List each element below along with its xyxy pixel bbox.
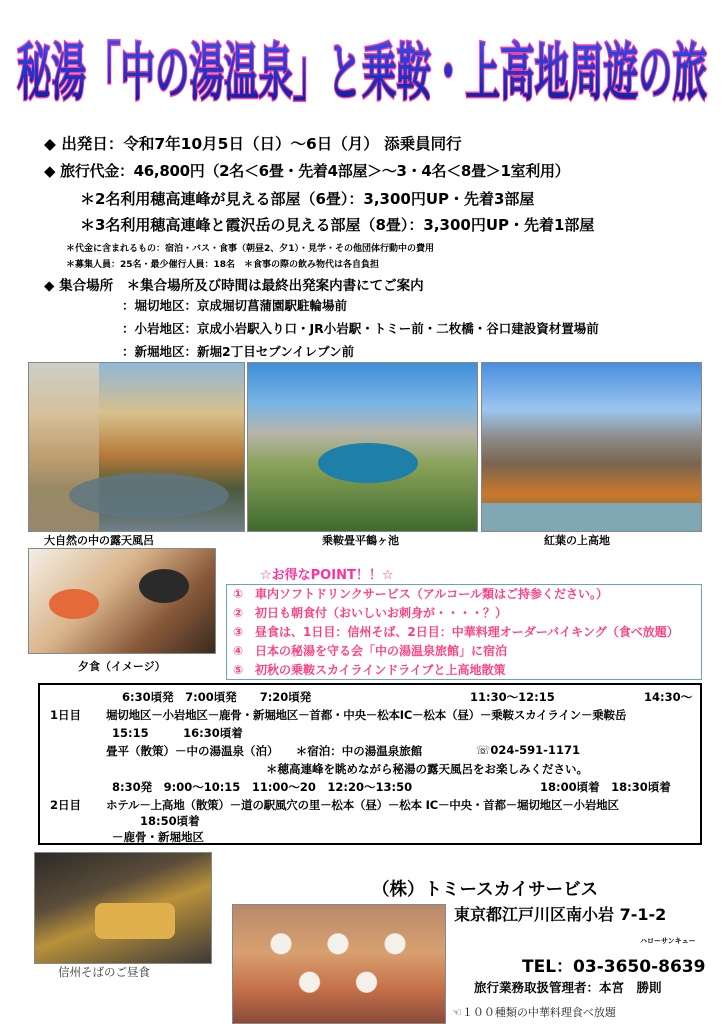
dinner-photo xyxy=(28,548,216,654)
price-line: ◆ 旅行代金：46,800円（2名＜6畳・先着4部屋＞～3・4名＜8畳＞1室利用） xyxy=(44,162,570,180)
day1-route-2: 畳平（散策）－中の湯温泉（泊） ＊宿泊：中の湯温泉旅館 xyxy=(106,744,423,758)
day1-times-arrival: 15:15 16:30頃着 xyxy=(112,726,243,740)
chinese-caption: ☜１００種類の中華料理食べ放題 xyxy=(452,1006,616,1019)
point-item: ① 車内ソフトドリンクサービス（アルコール類はご持参ください。） xyxy=(233,587,609,601)
kamikochi-caption: 紅葉の上高地 xyxy=(544,534,610,547)
kamikochi-photo xyxy=(481,362,702,532)
day2-label: 2日目 xyxy=(50,798,82,812)
points-heading: ☆お得なPOINT！！☆ xyxy=(260,568,394,583)
point-item: ⑤ 初秋の乗鞍スカイラインドライブと上高地散策 xyxy=(233,663,506,677)
point-item: ② 初日も朝食付（おいしいお刺身が・・・・？） xyxy=(233,606,508,620)
company-tagline: ハローサンキュー xyxy=(640,937,696,945)
company-name: （株）トミースカイサービス xyxy=(372,880,599,900)
room-option-2: ＊3名利用穂高連峰と霞沢岳の見える部屋（8畳）：3,300円UP・先着1部屋 xyxy=(80,216,595,234)
day1-note: ＊穂高連峰を眺めながら秘湯の露天風呂をお楽しみください。 xyxy=(266,762,588,776)
soba-photo xyxy=(34,852,212,964)
hotel-phone: ☏024-591-1171 xyxy=(476,743,580,757)
onsen-caption: 大自然の中の露天風呂 xyxy=(44,534,154,547)
capacity-note: ＊募集人員：25名・最少催行人員：18名 ＊食事の際の飲み物代は各自負担 xyxy=(66,260,380,270)
meeting-heading: ◆ 集合場所 ＊集合場所及び時間は最終出発案内書にてご案内 xyxy=(44,278,424,294)
day1-label: 1日目 xyxy=(50,708,82,722)
room-option-1: ＊2名利用穂高連峰が見える部屋（6畳）：3,300円UP・先着3部屋 xyxy=(80,190,535,208)
onsen-photo xyxy=(28,362,245,532)
itinerary-box xyxy=(38,683,702,845)
day1-route: 堀切地区－小岩地区－鹿骨・新堀地区－首都・中央－松本IC－松本（昼）－乗鞍スカイライン－乗鞍岳 xyxy=(106,708,627,722)
day2-route: ホテル－上高地（散策）－道の駅風穴の里－松本（昼）－松本 IC－中央・首都－堀切地区－小岩地区 xyxy=(106,798,619,812)
soba-caption: 信州そばのご昼食 xyxy=(58,965,150,979)
meeting-koiwa: ：小岩地区：京成小岩駅入り口・JR小岩駅・トミー前・二枚橋・谷口建設資材置場前 xyxy=(122,321,599,336)
day1-times-norikura: 14:30～ xyxy=(644,690,693,704)
departure-line: ◆ 出発日：令和7年10月5日（日）～6日（月） 添乗員同行 xyxy=(44,135,462,153)
day2-times-arrival: 18:00頃着 18:30頃着 xyxy=(540,780,671,794)
dinner-caption: 夕食（イメージ） xyxy=(78,660,166,673)
pond-photo xyxy=(247,362,478,532)
day1-times: 6:30頃発 7:00頃発 7:20頃発 xyxy=(122,690,312,704)
chinese-buffet-photo xyxy=(232,904,446,1024)
points-box xyxy=(226,584,702,680)
day1-times-lunch: 11:30～12:15 xyxy=(470,690,555,704)
point-item: ④ 日本の秘湯を守る会「中の湯温泉旅館」に宿泊 xyxy=(233,644,508,658)
day2-times-final: 18:50頃着 xyxy=(140,814,200,828)
pond-caption: 乗鞍畳平鶴ヶ池 xyxy=(322,534,399,547)
meeting-horikiri: ：堀切地区：京成堀切菖蒲園駅駐輪場前 xyxy=(122,298,348,313)
included-note: ＊代金に含まれるもの：宿泊・バス・食事（朝昼2、夕1）・見学・その他団体行動中の費用 xyxy=(66,244,435,254)
day2-route-2: －鹿骨・新堀地区 xyxy=(112,830,204,844)
meeting-shinbori: ：新堀地区：新堀2丁目セブンイレブン前 xyxy=(122,344,355,359)
travel-manager: 旅行業務取扱管理者：本宮 勝則 xyxy=(474,980,662,995)
title-text: 秘湯「中の湯温泉」と乗鞍・上高地周遊の旅 xyxy=(17,36,707,109)
page-title xyxy=(0,8,724,120)
company-tel: TEL：03-3650-8639 xyxy=(522,957,706,977)
company-address: 東京都江戸川区南小岩 7-1-2 xyxy=(454,905,667,924)
day2-times: 8:30発 9:00～10:15 11:00～20 12:20～13:50 xyxy=(112,780,413,794)
points-list xyxy=(233,585,679,680)
point-item: ③ 昼食は、1日目：信州そば、2日目：中華料理オーダーバイキング（食べ放題） xyxy=(233,625,679,639)
